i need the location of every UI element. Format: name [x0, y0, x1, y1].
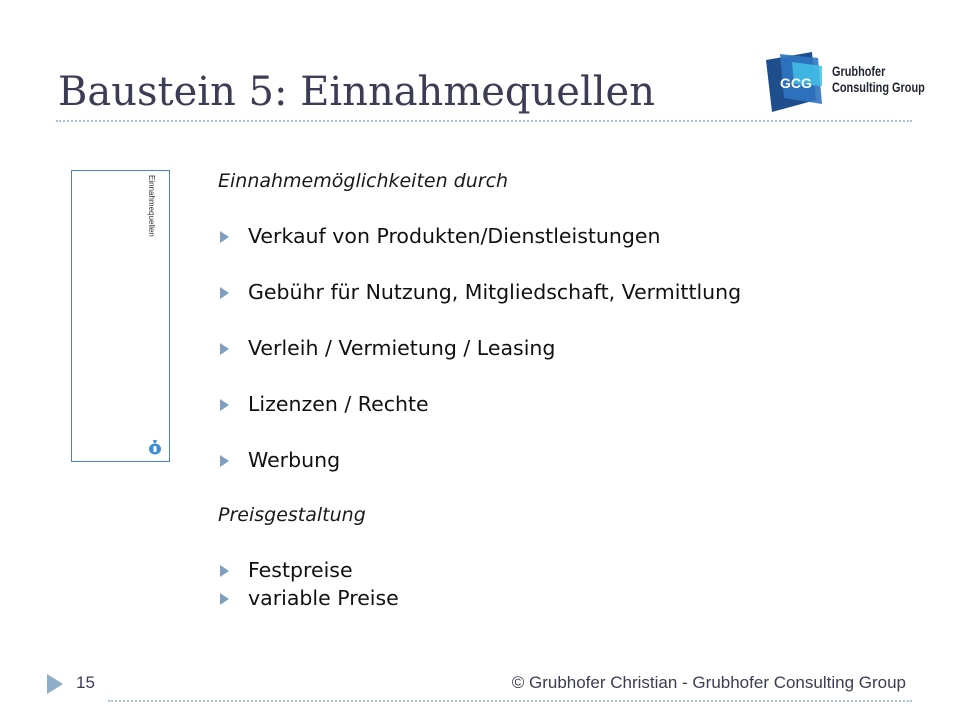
title-divider: [56, 120, 912, 122]
money-bag-icon: [148, 439, 162, 455]
logo-line-1: Grubhofer: [832, 63, 886, 79]
list-item: [218, 222, 878, 250]
business-model-canvas-thumbnail: [71, 170, 170, 462]
list-item: [218, 334, 878, 362]
list-item: [218, 278, 878, 306]
list-item: [218, 446, 878, 474]
bullet-arrow-icon: [220, 343, 229, 355]
footer-arrow-icon: [47, 674, 63, 694]
list-item-text: Gebühr für Nutzung, Mitgliedschaft, Vermittlung: [248, 280, 742, 304]
company-logo: [766, 52, 925, 114]
section-heading-revenue: Einnahmemöglichkeiten durch: [218, 170, 509, 192]
canvas-thumbnail-label: Einnahmequellen: [147, 175, 156, 237]
logo-wordmark: [832, 63, 925, 95]
list-item: [218, 584, 878, 612]
list-item-text: Werbung: [248, 448, 341, 472]
gcg-logo-icon: [766, 52, 828, 114]
bullet-arrow-icon: [220, 287, 229, 299]
list-item-text: Verkauf von Produkten/Dienstleistungen: [248, 224, 661, 248]
list-item-text: Lizenzen / Rechte: [248, 392, 429, 416]
section-heading-pricing: Preisgestaltung: [218, 504, 366, 526]
slide-content: [218, 168, 878, 612]
list-item-text: variable Preise: [248, 586, 399, 610]
list-item: [218, 556, 878, 584]
bullet-arrow-icon: [220, 455, 229, 467]
bullet-arrow-icon: [220, 565, 229, 577]
logo-mark: GCG: [780, 75, 812, 91]
slide-title: Baustein 5: Einnahmequellen: [58, 69, 655, 115]
bullet-arrow-icon: [220, 399, 229, 411]
list-item-text: Verleih / Vermietung / Leasing: [248, 336, 556, 360]
bullet-arrow-icon: [220, 231, 229, 243]
list-item: [218, 390, 878, 418]
page-number: 15: [76, 673, 95, 692]
footer-copyright: © Grubhofer Christian - Grubhofer Consulting Group: [511, 673, 906, 692]
bullet-arrow-icon: [220, 593, 229, 605]
logo-line-2: Consulting Group: [832, 79, 925, 95]
footer-divider: [108, 700, 912, 702]
list-item-text: Festpreise: [248, 558, 353, 582]
